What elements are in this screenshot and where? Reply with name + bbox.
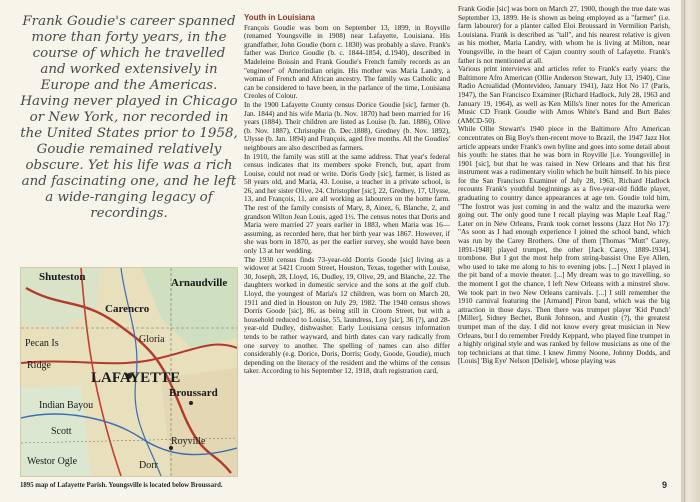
map-label: Dorr bbox=[139, 460, 158, 471]
paragraph: In 1910, the family was still at the same address. That year's federal census indicates that its members spoke French, but, apart from Louise, could not read or write. Doris Gody [sic], farmer, is listed as 58 years old, and Maria, 43. Louise, a teacher in a private school, is 26, and her sister Olive, 24. Christopher [sic], 22, Gredney, 17, Ulysse, 13, and François, 11, are all working as labourers on the home farm. The rest of the family consists of Mary, 8, Ainez, 6, Blanche, 2, and grandson Wilton Jean Louis, aged 1½. The census notes that Doris and Maria were married 27 years earlier in 1883, when Maria was 16—assuming, as recorded here, that her birth year was 1867. However, if she was born in 1870, as per the earlier survey, she would have been only 13 at her wedding. bbox=[244, 152, 450, 256]
page-number: 9 bbox=[662, 480, 668, 490]
section-heading: Youth in Louisiana bbox=[244, 13, 315, 22]
map-label: Broussard bbox=[169, 387, 218, 399]
map-label: Carencro bbox=[105, 303, 150, 315]
paragraph: François Goudie was born on September 13, 1899, in Royville (renamed Youngsville in 1908) near Lafayette, Louisiana. His grandfather, John Goudie (born c. 1830) was probably a slave. Frank's father was Dorice Goudie (b. c. 1844-1854, d.1940), described in Madeleine Boissin and Frank Goudie's French family records as an "engineer" of Amerindian origin. His mother was Maria Landry, a woman of French and African ancestry. The family was Catholic and can be considered to have been, in the parlance of the time, Louisiana Creoles of Colour. bbox=[244, 23, 450, 101]
map-label: Pecan Is bbox=[25, 338, 59, 349]
map-label: Royville bbox=[171, 436, 206, 447]
paragraph: The 1930 census finds 73-year-old Dorris Goode [sic] living as a widower at 5421 Croom Street, Houston, Texas, together with Louise, 30, Joseph, 28, Lloyd, 16, Dudley, 19, Olive, 29, and Blanche, 22. The daughters worked in domestic service and the sons at the golf club. Lloyd, the youngest of Maria's 12 children, was born on March 20, 1911 and died in Houston on July 29, 1982. The 1940 census shows Dorris Goode [sic], 86, as being still in Croom Street, but with a household reduced to Louise, 55, laundress, Loy [sic], 36 (?), and 28-year-old Dudley, dishwasher. Early Louisiana census information tends to be rather wayward, and birth dates can vary radically from one survey to another. The spelling of names can also differ considerably (e.g. Dorice, Doris, Dorris; Gody, Goode, Goudie), much depending on the literacy of the resident and the whims of the census taker. According to his September 12, 1918, draft registration card, bbox=[244, 255, 450, 376]
paragraph: Various print interviews and articles refer to Frank's early years: the Baltimore Afro American (Ollie Anderson Stewart, July 13, 1940), Cine Radio Actualidad (Montevideo, January 1941), Jazz Hot No 17 (Paris, 1947), the San Francisco Examiner (Richard Hadlock, July 28, 1963 and January 19, 1964), as well as Ken Mills's liner notes for the American Music CD Frank Goudie with Amos White's Band and Burt Bales (AMCD-50). bbox=[458, 65, 670, 125]
map-label: Shuteston bbox=[39, 271, 86, 283]
map-label: Ridge bbox=[27, 360, 51, 371]
paragraph: While Ollie Stewart's 1940 piece in the Baltimore Afro American concentrates on Big Boy's then-recent move to Brazil, the 1947 Jazz Hot article appears under Frank's own byline and goes into some detail about his youth: he states that he was born in Royville [i.e. Youngsville] in 1901 [sic], but that he was raised in New Orleans and that his first instrument was a rudimentary violin which he built himself. In his piece for the San Francisco Examiner of July 28, 1963, Richard Hadlock recounts Frank's youthful beginnings as a five-year-old fiddle player, graduating to country dance appearances at age ten. Goudie told him, "The foxtrot was just coming in and the waltz and the mazurka were going out. The only good tune I recall playing was Maple Leaf Rag." Later on in New Orleans, Frank took cornet lessons (Jazz Hot No 17): "As soon as I had enough experience I joined the school band, which was run by the Carey Brothers. One of them [Thomas "Mutt" Carey, 1891-1948] played trumpet, the other [Jack Carey, 1889-1934], trombone. But I got the most help from string-bassist One Eye Allen, who used to take me along to his to evening jobs. [...] Next I played in the pit band of a movie theater. [...] My dream was to go travelling, so the moment I got the chance, I left New Orleans with a minstrel show. We took part in two New Orleans carnivals. [...] I still remember the 1910 carnival featuring the [Armand] Piron band, which was the big attraction in those days. Then there was trumpet player 'Kid Punch' [Miller], Sidney Bechet, Bunk Johnson, and Austin (?), the greatest trumpet man of the day. I did not know every great musician in New Orleans, but I do remember Freddy Keppard, who played fine trumpet in a highly original style and was ranked by fellow musicians as one of the top technicians at that time. I knew Jimmy Noone, Johnny Dodds, and [Louis] 'Big Eye' Nelson [Delisle], whose playing was bbox=[458, 125, 670, 366]
map-label: Arnaudville bbox=[171, 277, 228, 289]
historic-map-image bbox=[20, 267, 238, 477]
map-label: Westor Ogle bbox=[27, 456, 78, 467]
map-label: LAFAYETTE bbox=[91, 370, 181, 386]
map-label: Indian Bayou bbox=[39, 400, 94, 411]
map-drawing bbox=[21, 268, 237, 476]
intro-pull-quote: Frank Goudie's career spanned more than forty years, in the course of which he travelled and worked extensively in Europe and the Americas. Having never played in Chicago or New York, nor recorded in the United States prior to 1958, Goudie remained relatively obscure. Yet his life was a rich and fascinating one, and he left a wide-ranging legacy of recordings. bbox=[20, 14, 238, 221]
map-caption: 1895 map of Lafayette Parish. Youngsville is located below Broussard. bbox=[20, 482, 223, 489]
article-column-1 bbox=[244, 14, 450, 376]
paragraph: In the 1900 Lafayette County census Dorice Goudie [sic], farmer (b. Jan. 1844) and his wife Maria (b. Nov. 1870) had been married for 16 years (1884). Their children are listed as Louise (b. Jan. 1886), Olive (b. Nov. 1887), Christophe (b. Dec.1888), Gredney (b. Nov. 1892), Ulysse (b. Jan. 1894) and François, aged five months. All the Goudies' neighbours are also described as farmers. bbox=[244, 100, 450, 152]
article-column-2 bbox=[458, 5, 670, 366]
paragraph: Frank Godie [sic] was born on March 27, 1900, though the true date was September 13, 1899. He is shown as being employed as a "farmer" (i.e. farm labourer) for a planter called Eloi Broussard in Vermilion Parish, Louisiana. Frank is described as "tall", and his nearest relative is given as his mother, Maria Landry, with whom he is living at Milton, near Youngsville, in the heart of Cajun country south of Lafayette. Frank's father is not mentioned at all. bbox=[458, 5, 670, 65]
map-label: Scott bbox=[51, 426, 72, 437]
map-label: Gloria bbox=[139, 334, 165, 345]
page-edge bbox=[681, 0, 700, 502]
